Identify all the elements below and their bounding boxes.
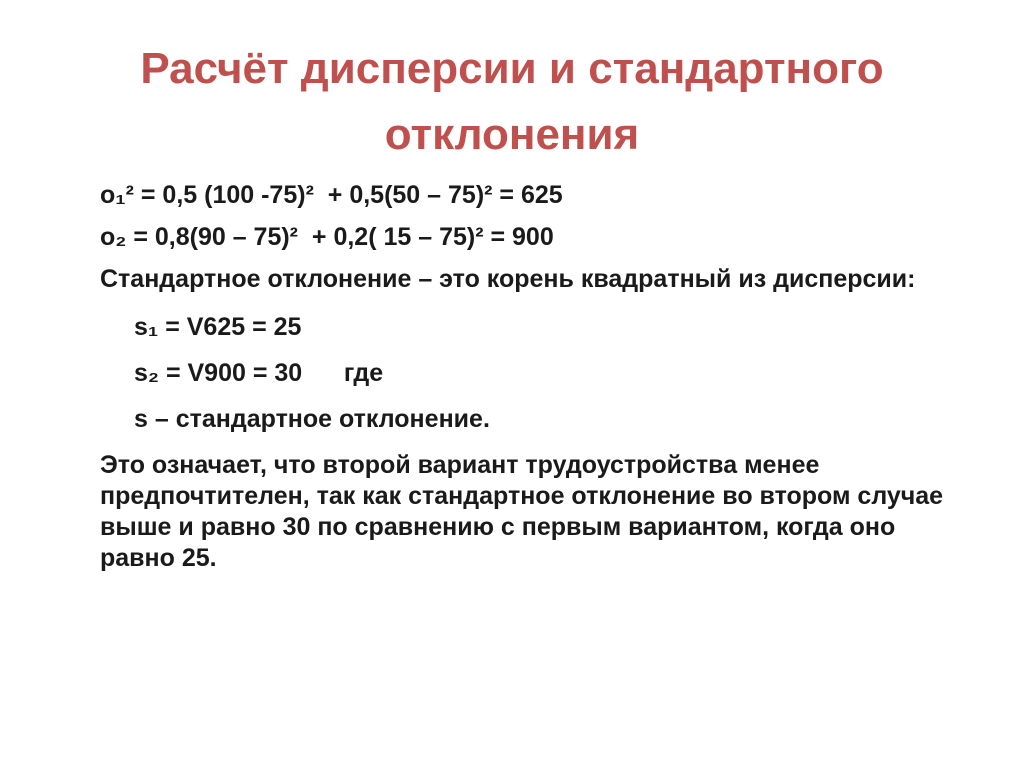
formula-variance-1: о₁² = 0,5 (100 -75)² + 0,5(50 – 75)² = 625 (100, 181, 563, 209)
result-s2: s₂ = V900 = 30 где (134, 359, 384, 387)
formula-variance-2: о₂ = 0,8(90 – 75)² + 0,2( 15 – 75)² = 900 (100, 223, 554, 251)
result-s1: s₁ = V625 = 25 (134, 313, 302, 341)
conclusion-paragraph: Это означает, что второй вариант трудоустройства менее предпочтителен, так как стандартное отклонение во втором случае выше и равно 30 по сравнению с первым вариантом, когда оно равно 25. (100, 451, 944, 572)
std-deviation-definition: Стандартное отклонение – это корень квадратный из дисперсии: (100, 265, 916, 293)
slide-body (100, 180, 960, 574)
slide-title: Расчёт дисперсии и стандартного отклонения (140, 44, 884, 159)
s-definition: s – стандартное отклонение. (134, 405, 490, 433)
